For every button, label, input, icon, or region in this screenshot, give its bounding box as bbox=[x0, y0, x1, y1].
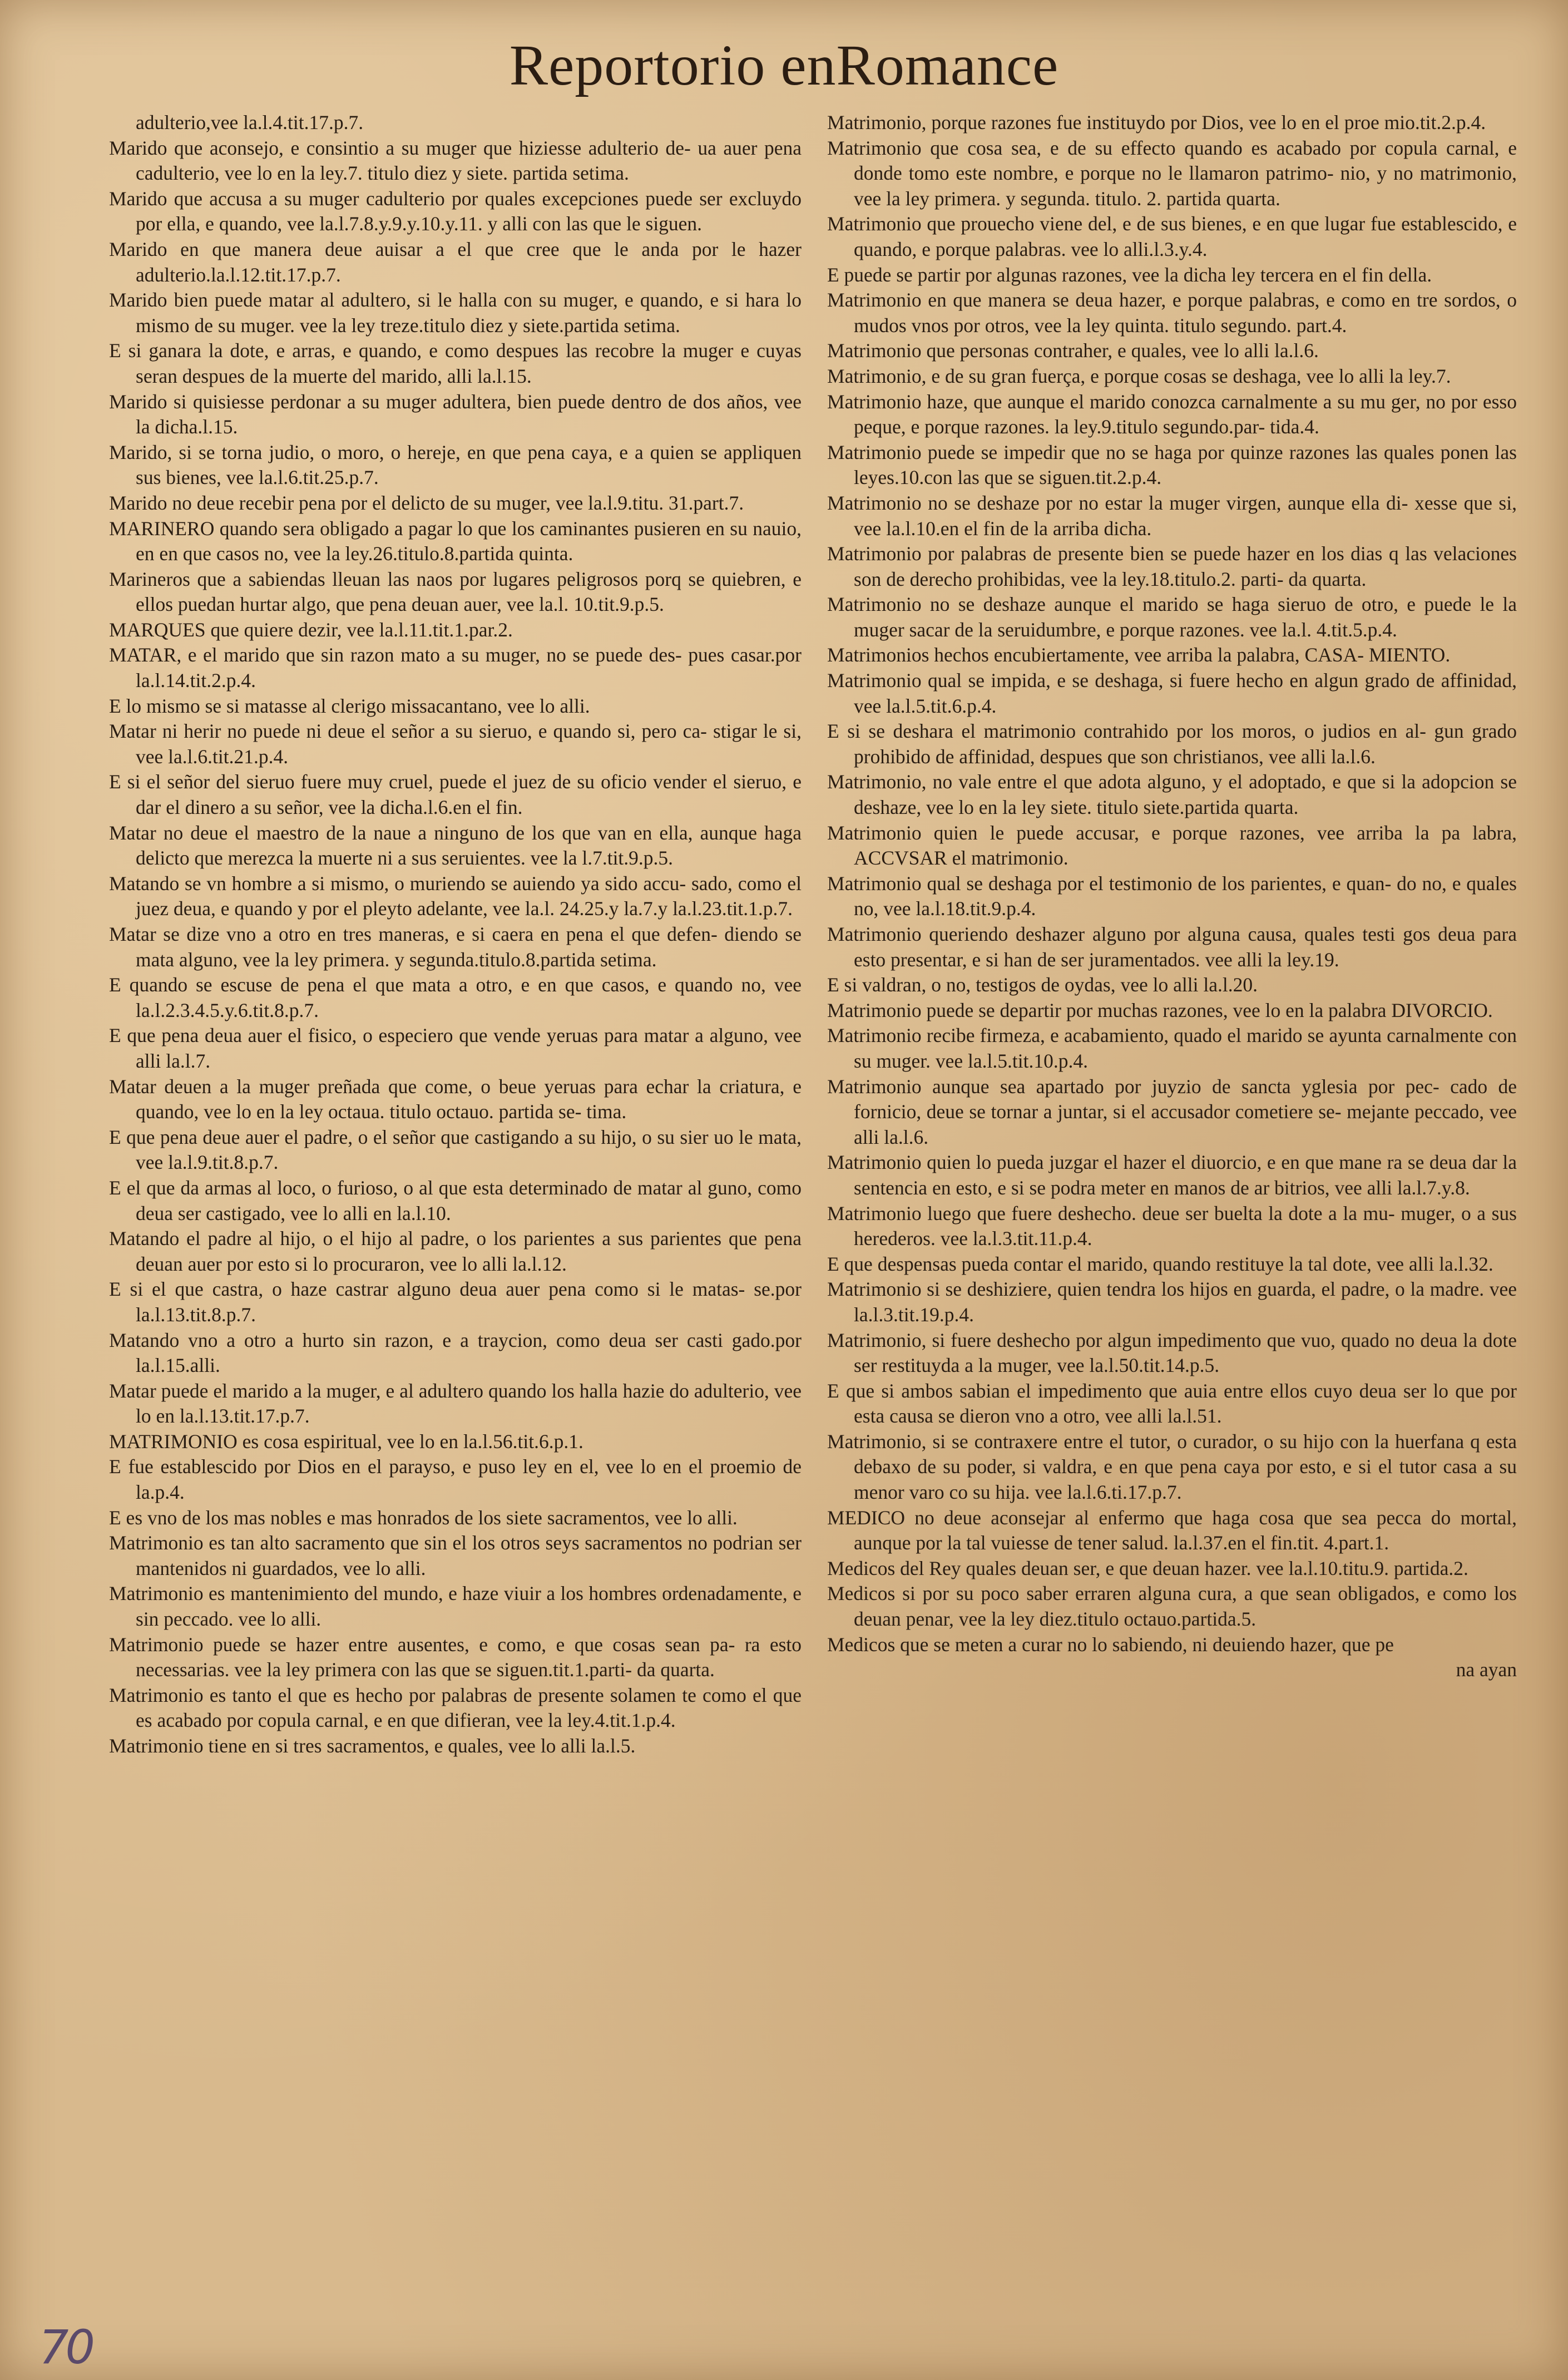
index-entry: Matrimonio queriendo deshazer alguno por alguna causa, quales testi gos deua para esto presentar, e si han de ser juramentados. vee alli la ley.19. bbox=[827, 923, 1517, 971]
index-entry: Matrimonio haze, que aunque el marido conozca carnalmente a su mu ger, no por esso peque, e porque razones. la ley.9.titulo segundo.par- tida.4. bbox=[827, 390, 1517, 438]
index-entry: E es vno de los mas nobles e mas honrados de los siete sacramentos, vee lo alli. bbox=[109, 1506, 738, 1529]
index-entry: E si el que castra, o haze castrar alguno deua auer pena como si le matas- se.por la.l.13.tit.8.p.7. bbox=[109, 1278, 802, 1326]
index-entry: Matando vno a otro a hurto sin razon, e a traycion, como deua ser casti gado.por la.l.15.alli. bbox=[109, 1329, 802, 1377]
index-entry: MATRIMONIO es cosa espiritual, vee lo en la.l.56.tit.6.p.1. bbox=[109, 1430, 583, 1453]
index-entry: na ayan bbox=[1456, 1658, 1517, 1681]
index-entry: adulterio,vee la.l.4.tit.17.p.7. bbox=[136, 111, 364, 134]
index-entry: E que pena deue auer el padre, o el señor que castigando a su hijo, o su sier uo le mata, vee la.l.9.tit.8.p.7. bbox=[109, 1125, 802, 1174]
index-entry: Matrimonio es tan alto sacramento que sin el los otros seys sacramentos no podrian ser mantenidos ni guardados, vee lo alli. bbox=[109, 1532, 802, 1579]
index-entry: Medicos que se meten a curar no lo sabiendo, ni deuiendo hazer, que pe bbox=[827, 1633, 1394, 1656]
index-entry: Matrimonio aunque sea apartado por juyzio de sancta yglesia por pec- cado de fornicio, deue se tornar a juntar, si el accusador cometiere se- mejante peccado, vee alli la.l.6. bbox=[827, 1075, 1517, 1148]
index-entry: Matar deuen a la muger preñada que come, o beue yeruas para echar la criatura, e quando, vee lo en la ley octaua. titulo octauo. partida se- tima. bbox=[109, 1075, 802, 1123]
index-entry: E que pena deua auer el fisico, o especiero que vende yeruas para matar a alguno, vee alli la.l.7. bbox=[109, 1024, 802, 1072]
index-entry: MARQUES que quiere dezir, vee la.l.11.tit.1.par.2. bbox=[109, 618, 513, 641]
index-entry: Matar ni herir no puede ni deue el señor a su sieruo, e quando si, pero ca- stigar le si, vee la.l.6.tit.21.p.4. bbox=[109, 720, 802, 768]
index-entry: Matrimonio por palabras de presente bien se puede hazer en los dias q las velaciones son de derecho prohibidas, vee la ley.18.titulo.2. parti- da quarta. bbox=[827, 542, 1517, 590]
index-entry: MEDICO no deue aconsejar al enfermo que haga cosa que sea pecca do mortal, aunque por la tal vuiesse de tener salud. la.l.37.en el fin.tit. 4.part.1. bbox=[827, 1506, 1517, 1554]
index-entry: Matar no deue el maestro de la naue a ninguno de los que van en ella, aunque haga delicto que merezca la muerte ni a sus seruientes. vee la l.7.tit.9.p.5. bbox=[109, 821, 802, 870]
index-entry: E fue establescido por Dios en el parayso, e puso ley en el, vee lo en el proemio de la.p.4. bbox=[109, 1455, 802, 1504]
running-head: Reportorio enRomance bbox=[509, 33, 1059, 97]
index-entry: Matrimonio recibe firmeza, e acabamiento, quado el marido se ayunta carnalmente con su muger. vee la.l.5.tit.10.p.4. bbox=[827, 1024, 1517, 1072]
index-entry: Matrimonio en que manera se deua hazer, e porque palabras, e como en tre sordos, o mudos vnos por otros, vee la ley quinta. titulo segundo. part.4. bbox=[827, 289, 1517, 337]
index-entry: MARINERO quando sera obligado a pagar lo que los caminantes pusieren en su nauio, en en que casos no, vee la ley.26.titulo.8.partida quinta. bbox=[109, 517, 802, 565]
index-entry: Marido no deue recebir pena por el delicto de su muger, vee la.l.9.titu. 31.part.7. bbox=[109, 491, 744, 514]
index-entry: Matar se dize vno a otro en tres maneras, e si caera en pena el que defen- diendo se mata alguno, vee la ley primera. y segunda.titulo.8.partida setima. bbox=[109, 923, 802, 971]
index-entry: Matrimonio, si fuere deshecho por algun impedimento que vuo, quado no deua la dote ser restituyda a la muger, vee la.l.50.tit.14.p.5. bbox=[827, 1329, 1517, 1377]
index-entry: E si ganara la dote, e arras, e quando, e como despues las recobre la muger e cuyas seran despues de la muerte del marido, alli la.l.15. bbox=[109, 339, 802, 387]
index-entry: Matrimonio que prouecho viene del, e de sus bienes, e en que lugar fue establescido, e quando, e porque palabras. vee lo alli.l.3.y.4. bbox=[827, 213, 1517, 260]
left-column bbox=[109, 110, 802, 1759]
index-entry: E quando se escuse de pena el que mata a otro, e en que casos, e quando no, vee la.l.2.3.4.5.y.6.tit.8.p.7. bbox=[109, 974, 802, 1021]
index-entry: Matando se vn hombre a si mismo, o muriendo se auiendo ya sido accu- sado, como el juez deua, e quando y por el pleyto adelante, vee la.l. 24.25.y la.7.y la.l.23.tit.1.p.7. bbox=[109, 872, 802, 920]
index-entry: E el que da armas al loco, o furioso, o al que esta determinado de matar al guno, como deua ser castigado, vee lo alli en la.l.10. bbox=[109, 1176, 802, 1224]
index-entry: E que despensas pueda contar el marido, quando restituye la tal dote, vee alli la.l.32. bbox=[827, 1252, 1493, 1275]
index-entry: E si el señor del sieruo fuere muy cruel, puede el juez de su oficio vender el sieruo, e dar el dinero a su señor, vee la dicha.l.6.en el fin. bbox=[109, 771, 802, 819]
index-entry: Matrimonios hechos encubiertamente, vee arriba la palabra, CASA- MIENTO. bbox=[827, 644, 1451, 666]
index-entry: E lo mismo se si matasse al clerigo missacantano, vee lo alli. bbox=[109, 694, 590, 717]
index-entry: Matando el padre al hijo, o el hijo al padre, o los parientes a sus parientes que pena deuan auer por esto si lo procuraron, vee lo alli la.l.12. bbox=[109, 1227, 802, 1275]
index-entry: E si valdran, o no, testigos de oydas, vee lo alli la.l.20. bbox=[827, 974, 1258, 996]
index-entry: Marido, si se torna judio, o moro, o hereje, en que pena caya, e a quien se appliquen sus bienes, vee la.l.6.tit.25.p.7. bbox=[109, 441, 802, 489]
index-entry: Marido bien puede matar al adultero, si le halla con su muger, e quando, e si hara lo mismo de su muger. vee la ley treze.titulo diez y siete.partida setima. bbox=[109, 289, 802, 337]
index-entry: Marido que aconsejo, e consintio a su muger que hiziesse adulterio de- ua auer pena cadulterio, vee lo en la ley.7. titulo diez y siete. partida setima. bbox=[109, 136, 802, 185]
index-entry: Matrimonio quien le puede accusar, e porque razones, vee arriba la pa labra, ACCVSAR el matrimonio. bbox=[827, 821, 1517, 870]
index-entry: Marineros que a sabiendas lleuan las naos por lugares peligrosos porq se quiebren, e ellos puedan hurtar algo, que pena deuan auer, vee la.l. 10.tit.9.p.5. bbox=[109, 567, 802, 616]
index-entry: E que si ambos sabian el impedimento que auia entre ellos cuyo deua ser lo que por esta causa se dieron vno a otro, vee alli la.l.51. bbox=[827, 1379, 1517, 1428]
index-entry: Matrimonio que personas contraher, e quales, vee lo alli la.l.6. bbox=[827, 339, 1319, 362]
index-entry: Matrimonio si se deshiziere, quien tendra los hijos en guarda, el padre, o la madre. vee la.l.3.tit.19.p.4. bbox=[827, 1278, 1517, 1326]
index-entry: Matrimonio puede se impedir que no se haga por quinze razones las quales ponen las leyes.10.con las que se siguen.tit.2.p.4. bbox=[827, 441, 1517, 489]
index-entry: E puede se partir por algunas razones, vee la dicha ley tercera en el fin della. bbox=[827, 263, 1432, 286]
index-entry: Matrimonio, porque razones fue instituydo por Dios, vee lo en el proe mio.tit.2.p.4. bbox=[827, 111, 1486, 134]
index-entry: Marido en que manera deue auisar a el que cree que le anda por le hazer adulterio.la.l.12.tit.17.p.7. bbox=[109, 238, 802, 286]
index-entry: Matrimonio no se deshaze aunque el marido se haga sieruo de otro, e puede le la muger sacar de la seruidumbre, e porque razones. vee la.l. 4.tit.5.p.4. bbox=[827, 593, 1517, 641]
index-entry: Medicos si por su poco saber erraren alguna cura, a que sean obligados, e como los deuan penar, vee la ley diez.titulo octauo.partida.5. bbox=[827, 1582, 1517, 1631]
index-entry: Matrimonio tiene en si tres sacramentos, e quales, vee lo alli la.l.5. bbox=[109, 1735, 636, 1757]
index-entry: Matrimonio qual se impida, e se deshaga, si fuere hecho en algun grado de affinidad, vee la.l.5.tit.6.p.4. bbox=[827, 669, 1517, 717]
index-entry: Matrimonio, si se contraxere entre el tutor, o curador, o su hijo con la huerfana q esta debaxo de su poder, si valdra, e en que pena caya por esto, e si el tutor casa a su menor varo co su hija. vee la.l.6.ti.17.p.7. bbox=[827, 1430, 1517, 1504]
index-entry: E si se deshara el matrimonio contrahido por los moros, o judios en al- gun grado prohibido de affinidad, despues que son christianos, vee alli la.l.6. bbox=[827, 720, 1517, 768]
index-entry: Matrimonio qual se deshaga por el testimonio de los parientes, e quan- do no, e quales no, vee la.l.18.tit.9.p.4. bbox=[827, 872, 1517, 920]
index-entry: Matrimonio puede se departir por muchas razones, vee lo en la palabra DIVORCIO. bbox=[827, 999, 1493, 1021]
index-entry: Matar puede el marido a la muger, e al adultero quando los halla hazie do adulterio, vee lo en la.l.13.tit.17.p.7. bbox=[109, 1379, 802, 1428]
index-entry: MATAR, e el marido que sin razon mato a su muger, no se puede des- pues casar.por la.l.14.tit.2.p.4. bbox=[109, 644, 802, 692]
index-entry: Matrimonio es mantenimiento del mundo, e haze viuir a los hombres ordenadamente, e sin peccado. vee lo alli. bbox=[109, 1582, 802, 1631]
index-entry: Matrimonio, e de su gran fuerça, e porque cosas se deshaga, vee lo alli la ley.7. bbox=[827, 364, 1451, 387]
index-entry: Matrimonio no se deshaze por no estar la muger virgen, aunque ella di- xesse que si, vee la.l.10.en el fin de la arriba dicha. bbox=[827, 491, 1517, 540]
index-entry: Medicos del Rey quales deuan ser, e que deuan hazer. vee la.l.10.titu.9. partida.2. bbox=[827, 1557, 1468, 1579]
folio-number: 70 bbox=[39, 2320, 92, 2374]
index-entry: Matrimonio quien lo pueda juzgar el hazer el diuorcio, e en que mane ra se deua dar la sentencia en esto, e si se podra meter en manos de ar bitrios, vee alli la.l.7.y.8. bbox=[827, 1151, 1517, 1199]
index-entry: Marido si quisiesse perdonar a su muger adultera, bien puede dentro de dos años, vee la dicha.l.15. bbox=[109, 390, 802, 438]
index-entry: Matrimonio, no vale entre el que adota alguno, y el adoptado, e que si la adopcion se deshaze, vee lo en la ley siete. titulo siete.partida quarta. bbox=[827, 771, 1517, 819]
right-column bbox=[827, 110, 1517, 1683]
index-entry: Matrimonio luego que fuere deshecho. deue ser buelta la dote a la mu- muger, o a sus herederos. vee la.l.3.tit.11.p.4. bbox=[827, 1202, 1517, 1250]
index-entry: Marido que accusa a su muger cadulterio por quales excepciones puede ser excluydo por ella, e quando, vee la.l.7.8.y.9.y.10.y.11. y alli con las que le siguen. bbox=[109, 187, 802, 235]
index-entry: Matrimonio es tanto el que es hecho por palabras de presente solamen te como el que es acabado por copula carnal, e en que difieran, vee la ley.4.tit.1.p.4. bbox=[109, 1683, 802, 1732]
index-entry: Matrimonio que cosa sea, e de su effecto quando es acabado por copula carnal, e donde tomo este nombre, e porque no le llamaron patrimo- nio, y no matrimonio, vee la ley primera. y segunda. titulo. 2. partida quarta. bbox=[827, 136, 1517, 210]
index-entry: Matrimonio puede se hazer entre ausentes, e como, e que cosas sean pa- ra esto necessarias. vee la ley primera con las que se siguen.tit.1.parti- da quarta. bbox=[109, 1633, 802, 1681]
